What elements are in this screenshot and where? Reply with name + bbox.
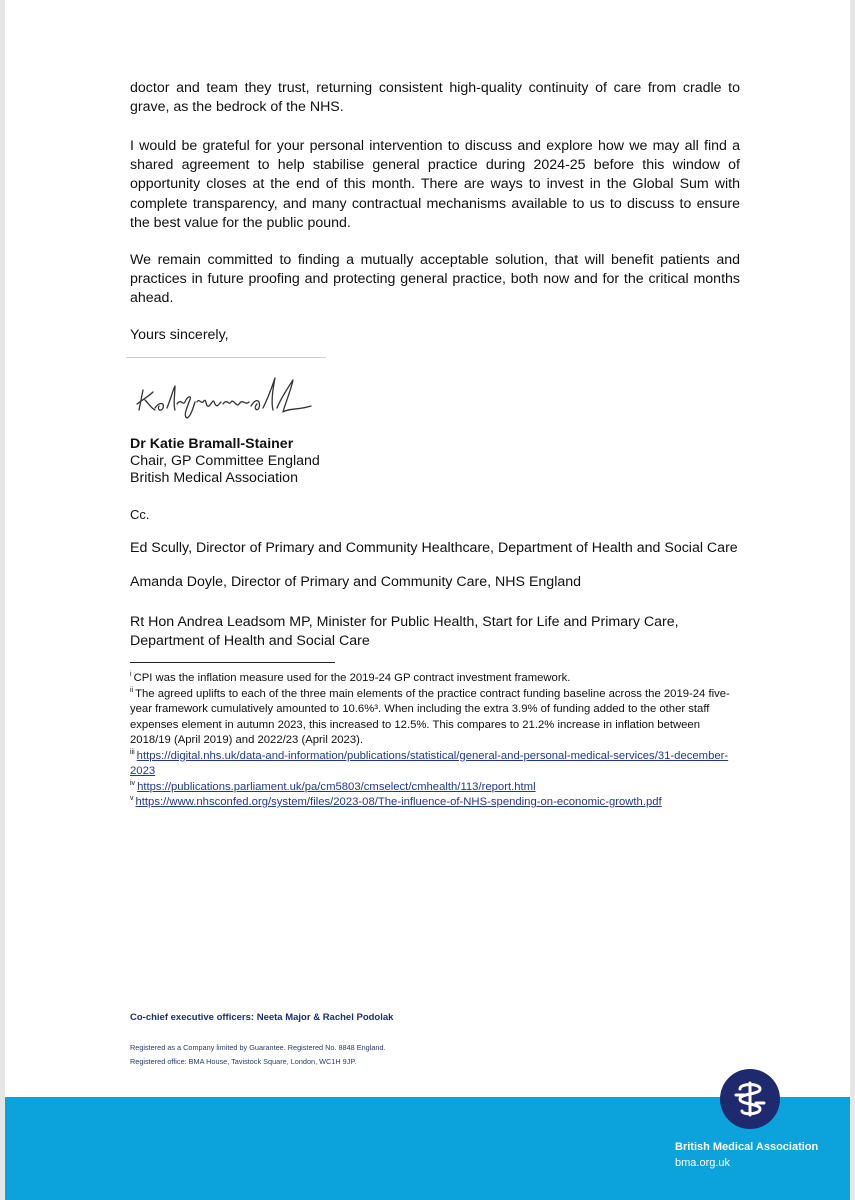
footnote-marker: iii: [130, 748, 135, 756]
footnote-text: The agreed uplifts to each of the three main elements of the practice contract funding baseline across the 2019-24 five-year framework cumulatively amounted to 10.6%³. When including the extra 3.9% of funding added to the other staff expenses element in autumn 2023, this increased to 12.5%. This compares to 21.2% increase in inflation between 2018/19 (April 2019) and 2022/23 (April 2023).: [130, 687, 730, 746]
org-website: bma.org.uk: [675, 1157, 731, 1169]
footnote-item: [130, 749, 730, 780]
handwritten-signature: [133, 368, 323, 428]
signature-divider: [126, 357, 326, 358]
footer-registration: Registered as a Company limited by Guarantee. Registered No. 8848 England.: [130, 1043, 386, 1052]
body-paragraph-1: doctor and team they trust, returning consistent high-quality continuity of care from cradle to grave, as the bedrock of the NHS.: [130, 80, 740, 116]
signer-block: [130, 436, 320, 488]
body-paragraph-2: I would be grateful for your personal intervention to discuss and explore how we may all find a shared agreement to help stabilise general practice during 2024-25 before this window of opportunity closes at the end of this month. There are ways to invest in the Global Sum with complete transparency, and many contractual mechanisms available to us to discuss to ensure the best value for the public pound.: [130, 138, 740, 231]
cc-recipient: Amanda Doyle, Director of Primary and Community Care, NHS England: [130, 574, 582, 590]
footer-executives: Co-chief executive officers: Neeta Major & Rachel Podolak: [130, 1012, 394, 1023]
footnote-item: [130, 687, 730, 749]
footnote-divider: [130, 662, 335, 663]
footnote-marker: v: [130, 795, 134, 803]
cc-recipient: Rt Hon Andrea Leadsom MP, Minister for Public Health, Start for Life and Primary Care, Department of Health and Social Care: [130, 614, 679, 650]
org-name: British Medical Association: [675, 1141, 819, 1153]
footnote-link-parliament[interactable]: https://publications.parliament.uk/pa/cm5803/cmselect/cmhealth/113/report.html: [137, 780, 536, 793]
closing-salutation: Yours sincerely,: [130, 327, 229, 343]
footnote-marker: iv: [130, 779, 136, 787]
body-paragraph-3: We remain committed to finding a mutually acceptable solution, that will benefit patients and practices in future proofing and protecting general practice, both now and for the critical months ahead.: [130, 252, 740, 307]
footnote-marker: ii: [130, 686, 134, 694]
footnote-marker: i: [130, 671, 132, 679]
signer-role: Chair, GP Committee England: [130, 453, 320, 470]
footnote-text: CPI was the inflation measure used for the 2019-24 GP contract investment framework.: [133, 672, 571, 684]
footnote-item: [130, 780, 730, 796]
footnotes: [130, 671, 730, 811]
signer-name: Dr Katie Bramall-Stainer: [130, 436, 294, 452]
footnote-link-nhs-digital[interactable]: https://digital.nhs.uk/data-and-information/publications/statistical/general-and-personal-medical-services/31-december-2023: [130, 749, 729, 777]
footer-office: Registered office: BMA House, Tavistock Square, London, WC1H 9JP.: [130, 1056, 357, 1066]
footnote-item: [130, 795, 730, 811]
footnote-item: [130, 671, 730, 687]
footnote-link-nhsconfed[interactable]: https://www.nhsconfed.org/system/files/2023-08/The-influence-of-NHS-spending-on-economic-growth.pdf: [135, 796, 662, 808]
signer-organisation: British Medical Association: [130, 470, 298, 487]
footer-registration-block: [130, 1041, 386, 1068]
bma-logo-icon: [720, 1069, 780, 1129]
cc-label: Cc.: [130, 507, 150, 522]
cc-recipient: Ed Scully, Director of Primary and Community Healthcare, Department of Health and Social Care: [130, 540, 738, 556]
